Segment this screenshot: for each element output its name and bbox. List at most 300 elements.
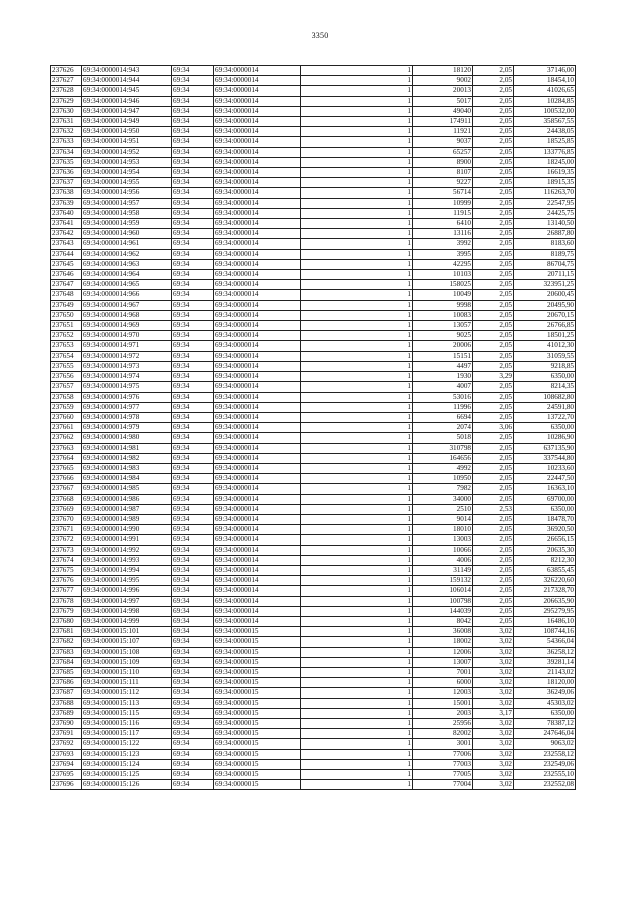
category-cell: 1 <box>301 310 413 320</box>
category-cell: 1 <box>301 229 413 239</box>
area-cell: 1930 <box>413 372 473 382</box>
district-code-cell: 69:34 <box>172 290 214 300</box>
quarter-number-cell: 69:34:0000014 <box>214 504 301 514</box>
cadastral-number-cell: 69:34:0000014:955 <box>82 178 172 188</box>
specific-value-cell: 3,02 <box>473 678 514 688</box>
table-row <box>51 86 576 96</box>
row-number-cell: 237630 <box>51 106 82 116</box>
category-cell: 1 <box>301 249 413 259</box>
quarter-number-cell: 69:34:0000014 <box>214 76 301 86</box>
area-cell: 18002 <box>413 637 473 647</box>
area-cell: 8107 <box>413 168 473 178</box>
specific-value-cell: 3,02 <box>473 749 514 759</box>
table-row <box>51 117 576 127</box>
area-cell: 77005 <box>413 770 473 780</box>
cadastral-value-cell: 108744,16 <box>514 627 576 637</box>
row-number-cell: 237646 <box>51 270 82 280</box>
quarter-number-cell: 69:34:0000014 <box>214 168 301 178</box>
cadastral-value-cell: 36920,50 <box>514 525 576 535</box>
row-number-cell: 237633 <box>51 137 82 147</box>
specific-value-cell: 2,05 <box>473 178 514 188</box>
district-code-cell: 69:34 <box>172 66 214 76</box>
quarter-number-cell: 69:34:0000014 <box>214 341 301 351</box>
cadastral-number-cell: 69:34:0000015:125 <box>82 770 172 780</box>
cadastral-number-cell: 69:34:0000014:994 <box>82 565 172 575</box>
category-cell: 1 <box>301 494 413 504</box>
cadastral-number-cell: 69:34:0000015:123 <box>82 749 172 759</box>
district-code-cell: 69:34 <box>172 188 214 198</box>
specific-value-cell: 2,05 <box>473 147 514 157</box>
row-number-cell: 237643 <box>51 239 82 249</box>
category-cell: 1 <box>301 351 413 361</box>
cadastral-value-cell: 24425,75 <box>514 208 576 218</box>
district-code-cell: 69:34 <box>172 361 214 371</box>
table-row <box>51 657 576 667</box>
category-cell: 1 <box>301 219 413 229</box>
row-number-cell: 237660 <box>51 412 82 422</box>
row-number-cell: 237675 <box>51 565 82 575</box>
cadastral-value-cell: 18454,10 <box>514 76 576 86</box>
district-code-cell: 69:34 <box>172 729 214 739</box>
cadastral-value-cell: 31059,55 <box>514 351 576 361</box>
table-row <box>51 759 576 769</box>
district-code-cell: 69:34 <box>172 259 214 269</box>
area-cell: 9998 <box>413 300 473 310</box>
district-code-cell: 69:34 <box>172 525 214 535</box>
category-cell: 1 <box>301 198 413 208</box>
area-cell: 7982 <box>413 484 473 494</box>
quarter-number-cell: 69:34:0000014 <box>214 137 301 147</box>
category-cell: 1 <box>301 504 413 514</box>
table-row <box>51 229 576 239</box>
category-cell: 1 <box>301 780 413 790</box>
area-cell: 10083 <box>413 310 473 320</box>
district-code-cell: 69:34 <box>172 178 214 188</box>
cadastral-value-cell: 21143,02 <box>514 667 576 677</box>
table-row <box>51 188 576 198</box>
category-cell: 1 <box>301 127 413 137</box>
area-cell: 25956 <box>413 719 473 729</box>
row-number-cell: 237671 <box>51 525 82 535</box>
cadastral-number-cell: 69:34:0000015:124 <box>82 759 172 769</box>
cadastral-value-cell: 36258,12 <box>514 647 576 657</box>
area-cell: 10049 <box>413 290 473 300</box>
specific-value-cell: 2,05 <box>473 514 514 524</box>
table-row <box>51 157 576 167</box>
table-row <box>51 443 576 453</box>
district-code-cell: 69:34 <box>172 280 214 290</box>
row-number-cell: 237685 <box>51 667 82 677</box>
district-code-cell: 69:34 <box>172 300 214 310</box>
district-code-cell: 69:34 <box>172 667 214 677</box>
table-row <box>51 739 576 749</box>
category-cell: 1 <box>301 565 413 575</box>
cadastral-number-cell: 69:34:0000014:996 <box>82 586 172 596</box>
quarter-number-cell: 69:34:0000015 <box>214 627 301 637</box>
category-cell: 1 <box>301 382 413 392</box>
row-number-cell: 237652 <box>51 331 82 341</box>
table-row <box>51 484 576 494</box>
cadastral-value-cell: 36249,06 <box>514 688 576 698</box>
quarter-number-cell: 69:34:0000014 <box>214 474 301 484</box>
quarter-number-cell: 69:34:0000014 <box>214 290 301 300</box>
category-cell: 1 <box>301 708 413 718</box>
cadastral-value-cell: 6350,00 <box>514 504 576 514</box>
specific-value-cell: 2,05 <box>473 280 514 290</box>
quarter-number-cell: 69:34:0000015 <box>214 708 301 718</box>
district-code-cell: 69:34 <box>172 719 214 729</box>
category-cell: 1 <box>301 596 413 606</box>
category-cell: 1 <box>301 453 413 463</box>
table-row <box>51 331 576 341</box>
cadastral-number-cell: 69:34:0000014:970 <box>82 331 172 341</box>
table-row <box>51 606 576 616</box>
district-code-cell: 69:34 <box>172 565 214 575</box>
specific-value-cell: 2,05 <box>473 127 514 137</box>
category-cell: 1 <box>301 361 413 371</box>
specific-value-cell: 2,05 <box>473 606 514 616</box>
cadastral-number-cell: 69:34:0000014:989 <box>82 514 172 524</box>
quarter-number-cell: 69:34:0000015 <box>214 749 301 759</box>
quarter-number-cell: 69:34:0000014 <box>214 239 301 249</box>
cadastral-value-cell: 26887,80 <box>514 229 576 239</box>
quarter-number-cell: 69:34:0000014 <box>214 270 301 280</box>
area-cell: 10999 <box>413 198 473 208</box>
row-number-cell: 237649 <box>51 300 82 310</box>
specific-value-cell: 2,05 <box>473 137 514 147</box>
cadastral-value-cell: 232558,12 <box>514 749 576 759</box>
area-cell: 4006 <box>413 555 473 565</box>
category-cell: 1 <box>301 759 413 769</box>
table-row <box>51 688 576 698</box>
quarter-number-cell: 69:34:0000014 <box>214 86 301 96</box>
row-number-cell: 237651 <box>51 321 82 331</box>
district-code-cell: 69:34 <box>172 494 214 504</box>
cadastral-value-cell: 86704,75 <box>514 259 576 269</box>
specific-value-cell: 2,05 <box>473 616 514 626</box>
district-code-cell: 69:34 <box>172 616 214 626</box>
quarter-number-cell: 69:34:0000014 <box>214 616 301 626</box>
table-row <box>51 300 576 310</box>
cadastral-value-cell: 26656,15 <box>514 535 576 545</box>
specific-value-cell: 2,05 <box>473 463 514 473</box>
area-cell: 8900 <box>413 157 473 167</box>
specific-value-cell: 2,05 <box>473 96 514 106</box>
specific-value-cell: 2,05 <box>473 157 514 167</box>
cadastral-number-cell: 69:34:0000015:117 <box>82 729 172 739</box>
cadastral-number-cell: 69:34:0000014:983 <box>82 463 172 473</box>
category-cell: 1 <box>301 678 413 688</box>
cadastral-number-cell: 69:34:0000014:974 <box>82 372 172 382</box>
quarter-number-cell: 69:34:0000014 <box>214 463 301 473</box>
cadastral-number-cell: 69:34:0000014:953 <box>82 157 172 167</box>
table-row <box>51 96 576 106</box>
category-cell: 1 <box>301 719 413 729</box>
table-row <box>51 596 576 606</box>
district-code-cell: 69:34 <box>172 392 214 402</box>
category-cell: 1 <box>301 86 413 96</box>
cadastral-value-cell: 326220,60 <box>514 576 576 586</box>
district-code-cell: 69:34 <box>172 147 214 157</box>
specific-value-cell: 3,06 <box>473 423 514 433</box>
page-number: 3350 <box>311 31 329 40</box>
cadastral-number-cell: 69:34:0000014:987 <box>82 504 172 514</box>
cadastral-number-cell: 69:34:0000014:945 <box>82 86 172 96</box>
cadastral-value-cell: 16486,10 <box>514 616 576 626</box>
cadastral-value-cell: 78387,12 <box>514 719 576 729</box>
area-cell: 20013 <box>413 86 473 96</box>
specific-value-cell: 2,05 <box>473 188 514 198</box>
row-number-cell: 237691 <box>51 729 82 739</box>
row-number-cell: 237673 <box>51 545 82 555</box>
district-code-cell: 69:34 <box>172 76 214 86</box>
specific-value-cell: 2,05 <box>473 484 514 494</box>
table-row <box>51 647 576 657</box>
quarter-number-cell: 69:34:0000014 <box>214 96 301 106</box>
cadastral-number-cell: 69:34:0000014:986 <box>82 494 172 504</box>
category-cell: 1 <box>301 545 413 555</box>
table-row <box>51 321 576 331</box>
specific-value-cell: 2,05 <box>473 555 514 565</box>
quarter-number-cell: 69:34:0000014 <box>214 443 301 453</box>
cadastral-value-table <box>50 65 576 790</box>
quarter-number-cell: 69:34:0000014 <box>214 208 301 218</box>
specific-value-cell: 2,05 <box>473 453 514 463</box>
specific-value-cell: 2,05 <box>473 545 514 555</box>
cadastral-number-cell: 69:34:0000015:111 <box>82 678 172 688</box>
cadastral-value-cell: 16619,35 <box>514 168 576 178</box>
specific-value-cell: 2,05 <box>473 76 514 86</box>
area-cell: 8042 <box>413 616 473 626</box>
area-cell: 159132 <box>413 576 473 586</box>
cadastral-number-cell: 69:34:0000015:116 <box>82 719 172 729</box>
district-code-cell: 69:34 <box>172 127 214 137</box>
quarter-number-cell: 69:34:0000014 <box>214 219 301 229</box>
cadastral-number-cell: 69:34:0000015:112 <box>82 688 172 698</box>
cadastral-value-cell: 6350,00 <box>514 423 576 433</box>
district-code-cell: 69:34 <box>172 239 214 249</box>
district-code-cell: 69:34 <box>172 453 214 463</box>
quarter-number-cell: 69:34:0000014 <box>214 494 301 504</box>
district-code-cell: 69:34 <box>172 443 214 453</box>
cadastral-value-cell: 18501,25 <box>514 331 576 341</box>
cadastral-number-cell: 69:34:0000014:947 <box>82 106 172 116</box>
specific-value-cell: 2,05 <box>473 168 514 178</box>
area-cell: 100798 <box>413 596 473 606</box>
district-code-cell: 69:34 <box>172 137 214 147</box>
specific-value-cell: 2,05 <box>473 208 514 218</box>
cadastral-number-cell: 69:34:0000015:110 <box>82 667 172 677</box>
table-row <box>51 555 576 565</box>
district-code-cell: 69:34 <box>172 106 214 116</box>
district-code-cell: 69:34 <box>172 341 214 351</box>
area-cell: 13003 <box>413 535 473 545</box>
row-number-cell: 237632 <box>51 127 82 137</box>
district-code-cell: 69:34 <box>172 555 214 565</box>
cadastral-value-cell: 22447,50 <box>514 474 576 484</box>
row-number-cell: 237636 <box>51 168 82 178</box>
table-row <box>51 239 576 249</box>
quarter-number-cell: 69:34:0000015 <box>214 637 301 647</box>
district-code-cell: 69:34 <box>172 514 214 524</box>
cadastral-value-cell: 232552,08 <box>514 780 576 790</box>
table-row <box>51 137 576 147</box>
area-cell: 9014 <box>413 514 473 524</box>
area-cell: 2510 <box>413 504 473 514</box>
quarter-number-cell: 69:34:0000015 <box>214 770 301 780</box>
table-row <box>51 168 576 178</box>
specific-value-cell: 2,05 <box>473 433 514 443</box>
district-code-cell: 69:34 <box>172 688 214 698</box>
category-cell: 1 <box>301 66 413 76</box>
table-row <box>51 565 576 575</box>
table-row <box>51 423 576 433</box>
specific-value-cell: 2,05 <box>473 412 514 422</box>
specific-value-cell: 2,05 <box>473 310 514 320</box>
district-code-cell: 69:34 <box>172 157 214 167</box>
cadastral-value-cell: 63855,45 <box>514 565 576 575</box>
category-cell: 1 <box>301 586 413 596</box>
table-row <box>51 259 576 269</box>
row-number-cell: 237638 <box>51 188 82 198</box>
cadastral-number-cell: 69:34:0000014:972 <box>82 351 172 361</box>
cadastral-number-cell: 69:34:0000014:956 <box>82 188 172 198</box>
category-cell: 1 <box>301 616 413 626</box>
row-number-cell: 237680 <box>51 616 82 626</box>
cadastral-value-cell: 232555,10 <box>514 770 576 780</box>
specific-value-cell: 2,05 <box>473 494 514 504</box>
table-row <box>51 147 576 157</box>
cadastral-value-cell: 45303,02 <box>514 698 576 708</box>
cadastral-value-cell: 133776,85 <box>514 147 576 157</box>
area-cell: 10066 <box>413 545 473 555</box>
row-number-cell: 237693 <box>51 749 82 759</box>
cadastral-value-cell: 13140,50 <box>514 219 576 229</box>
table-row <box>51 198 576 208</box>
category-cell: 1 <box>301 239 413 249</box>
cadastral-number-cell: 69:34:0000014:999 <box>82 616 172 626</box>
area-cell: 4992 <box>413 463 473 473</box>
district-code-cell: 69:34 <box>172 504 214 514</box>
row-number-cell: 237631 <box>51 117 82 127</box>
quarter-number-cell: 69:34:0000014 <box>214 300 301 310</box>
quarter-number-cell: 69:34:0000014 <box>214 535 301 545</box>
area-cell: 3001 <box>413 739 473 749</box>
table-row <box>51 586 576 596</box>
cadastral-value-cell: 18120,00 <box>514 678 576 688</box>
area-cell: 2003 <box>413 708 473 718</box>
area-cell: 310798 <box>413 443 473 453</box>
row-number-cell: 237681 <box>51 627 82 637</box>
row-number-cell: 237674 <box>51 555 82 565</box>
cadastral-value-cell: 8214,35 <box>514 382 576 392</box>
area-cell: 6410 <box>413 219 473 229</box>
category-cell: 1 <box>301 137 413 147</box>
specific-value-cell: 2,05 <box>473 270 514 280</box>
area-cell: 3992 <box>413 239 473 249</box>
row-number-cell: 237654 <box>51 351 82 361</box>
district-code-cell: 69:34 <box>172 86 214 96</box>
district-code-cell: 69:34 <box>172 208 214 218</box>
category-cell: 1 <box>301 657 413 667</box>
cadastral-number-cell: 69:34:0000014:993 <box>82 555 172 565</box>
cadastral-value-cell: 10233,60 <box>514 463 576 473</box>
row-number-cell: 237661 <box>51 423 82 433</box>
table-row <box>51 372 576 382</box>
quarter-number-cell: 69:34:0000014 <box>214 198 301 208</box>
cadastral-value-cell: 20495,90 <box>514 300 576 310</box>
row-number-cell: 237647 <box>51 280 82 290</box>
row-number-cell: 237639 <box>51 198 82 208</box>
table-row <box>51 616 576 626</box>
table-row <box>51 310 576 320</box>
category-cell: 1 <box>301 106 413 116</box>
table-row <box>51 208 576 218</box>
area-cell: 144039 <box>413 606 473 616</box>
cadastral-number-cell: 69:34:0000015:109 <box>82 657 172 667</box>
area-cell: 65257 <box>413 147 473 157</box>
table-row <box>51 402 576 412</box>
table-row <box>51 535 576 545</box>
specific-value-cell: 3,17 <box>473 708 514 718</box>
specific-value-cell: 3,02 <box>473 729 514 739</box>
area-cell: 82002 <box>413 729 473 739</box>
quarter-number-cell: 69:34:0000015 <box>214 657 301 667</box>
area-cell: 12006 <box>413 647 473 657</box>
table-row <box>51 708 576 718</box>
category-cell: 1 <box>301 402 413 412</box>
table-row <box>51 280 576 290</box>
category-cell: 1 <box>301 749 413 759</box>
category-cell: 1 <box>301 698 413 708</box>
category-cell: 1 <box>301 280 413 290</box>
row-number-cell: 237626 <box>51 66 82 76</box>
district-code-cell: 69:34 <box>172 412 214 422</box>
cadastral-value-cell: 8183,60 <box>514 239 576 249</box>
specific-value-cell: 2,05 <box>473 290 514 300</box>
quarter-number-cell: 69:34:0000014 <box>214 372 301 382</box>
cadastral-number-cell: 69:34:0000014:963 <box>82 259 172 269</box>
cadastral-value-cell: 6350,00 <box>514 372 576 382</box>
category-cell: 1 <box>301 168 413 178</box>
cadastral-value-cell: 20600,45 <box>514 290 576 300</box>
specific-value-cell: 2,05 <box>473 321 514 331</box>
table-row <box>51 178 576 188</box>
area-cell: 5018 <box>413 433 473 443</box>
specific-value-cell: 3,02 <box>473 698 514 708</box>
category-cell: 1 <box>301 576 413 586</box>
cadastral-number-cell: 69:34:0000014:978 <box>82 412 172 422</box>
quarter-number-cell: 69:34:0000015 <box>214 780 301 790</box>
category-cell: 1 <box>301 606 413 616</box>
cadastral-value-cell: 108682,80 <box>514 392 576 402</box>
area-cell: 10103 <box>413 270 473 280</box>
district-code-cell: 69:34 <box>172 627 214 637</box>
cadastral-value-cell: 24438,05 <box>514 127 576 137</box>
category-cell: 1 <box>301 372 413 382</box>
row-number-cell: 237629 <box>51 96 82 106</box>
specific-value-cell: 2,53 <box>473 504 514 514</box>
table-row <box>51 433 576 443</box>
table-row <box>51 698 576 708</box>
cadastral-number-cell: 69:34:0000014:962 <box>82 249 172 259</box>
cadastral-value-cell: 22547,95 <box>514 198 576 208</box>
row-number-cell: 237688 <box>51 698 82 708</box>
table-row <box>51 127 576 137</box>
quarter-number-cell: 69:34:0000014 <box>214 606 301 616</box>
area-cell: 5017 <box>413 96 473 106</box>
cadastral-number-cell: 69:34:0000014:957 <box>82 198 172 208</box>
